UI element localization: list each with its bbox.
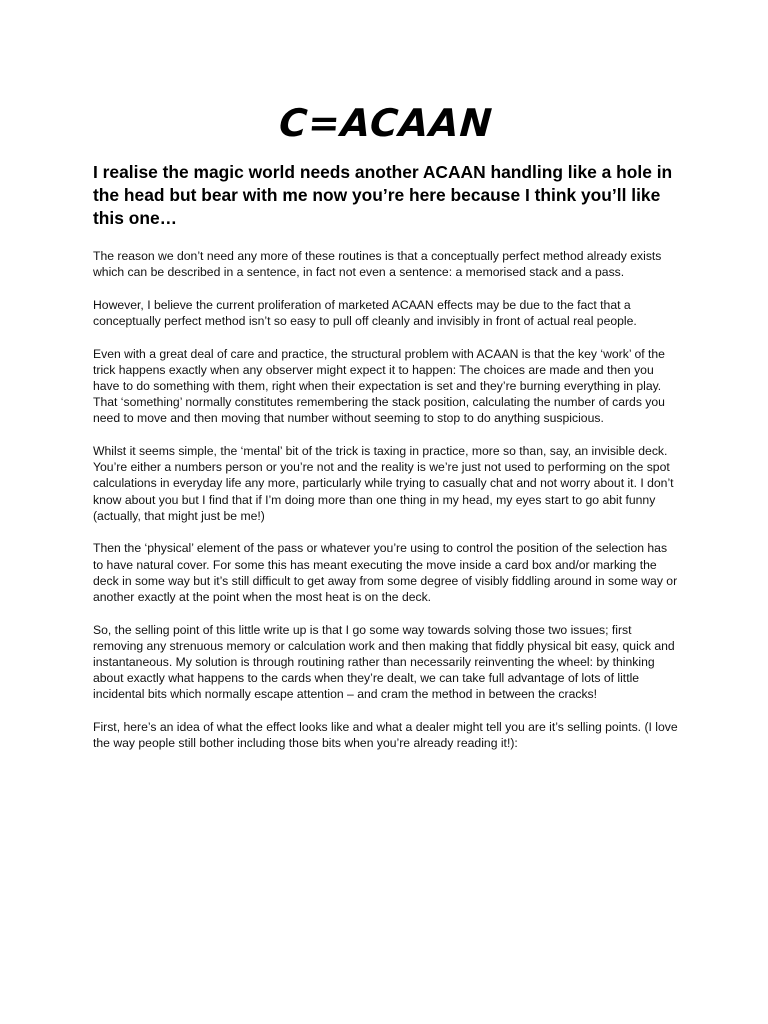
paragraph: The reason we don’t need any more of these routines is that a conceptually perfect method already exists which can be described in a sentence, in fact not even a sentence: a memorised stack and a pass. <box>93 249 662 280</box>
paragraph: Even with a great deal of care and practice, the structural problem with ACAAN is that the key ‘work’ of the trick happens exactly when any observer might expect it to happen: The choices are made and then you have to do something with them, right when their expectation is set and they’re burning everything in play. That ‘something’ normally constitutes remembering the stack position, calculating the number of cards you need to move and then moving that number without seeming to stop to do anything suspicious. <box>93 346 665 426</box>
paragraph: However, I believe the current proliferation of marketed ACAAN effects may be due to the fact that a conceptually perfect method isn’t so easy to pull off cleanly and invisibly in front of actual real people. <box>93 297 637 328</box>
paragraph: So, the selling point of this little write up is that I go some way towards solving those two issues; first removing any strenuous memory or calculation work and then making that fiddly physical bit easy, quick and instantaneous. My solution is through routining rather than necessarily reinventing the wheel: by thinking about exactly what happens to the cards when they’re dealt, we can take full advantage of lots of little incidental bits which normally escape attention – and cram the method in between the cracks! <box>93 622 675 702</box>
document-body <box>93 248 679 768</box>
paragraph: First, here’s an idea of what the effect looks like and what a dealer might tell you are it’s selling points. (I love the way people still bother including those bits when you’re already reading it!): <box>93 720 678 751</box>
paragraph: Then the ‘physical’ element of the pass or whatever you’re using to control the position of the selection has to have natural cover. For some this has meant executing the move inside a card box and/or marking the deck in some way but it’s still difficult to get away from some degree of visibly fiddling around in some way or another exactly at the point when the most heat is on the deck. <box>93 541 678 605</box>
document-subtitle: I realise the magic world needs another ACAAN handling like a hole in the head but bear with me now you’re here because I think you’ll like this one… <box>93 162 673 228</box>
document-title: C=ACAAN <box>277 101 495 145</box>
paragraph: Whilst it seems simple, the ‘mental’ bit of the trick is taxing in practice, more so than, say, an invisible deck. You’re either a numbers person or you’re not and the reality is we’re just not used to performing on the spot calculations in everyday life any more, particularly while trying to casually chat and not worry about it. I don’t know about you but I find that if I’m doing more than one thing in my head, my eyes start to go abit funny (actually, that might just be me!) <box>93 444 674 523</box>
